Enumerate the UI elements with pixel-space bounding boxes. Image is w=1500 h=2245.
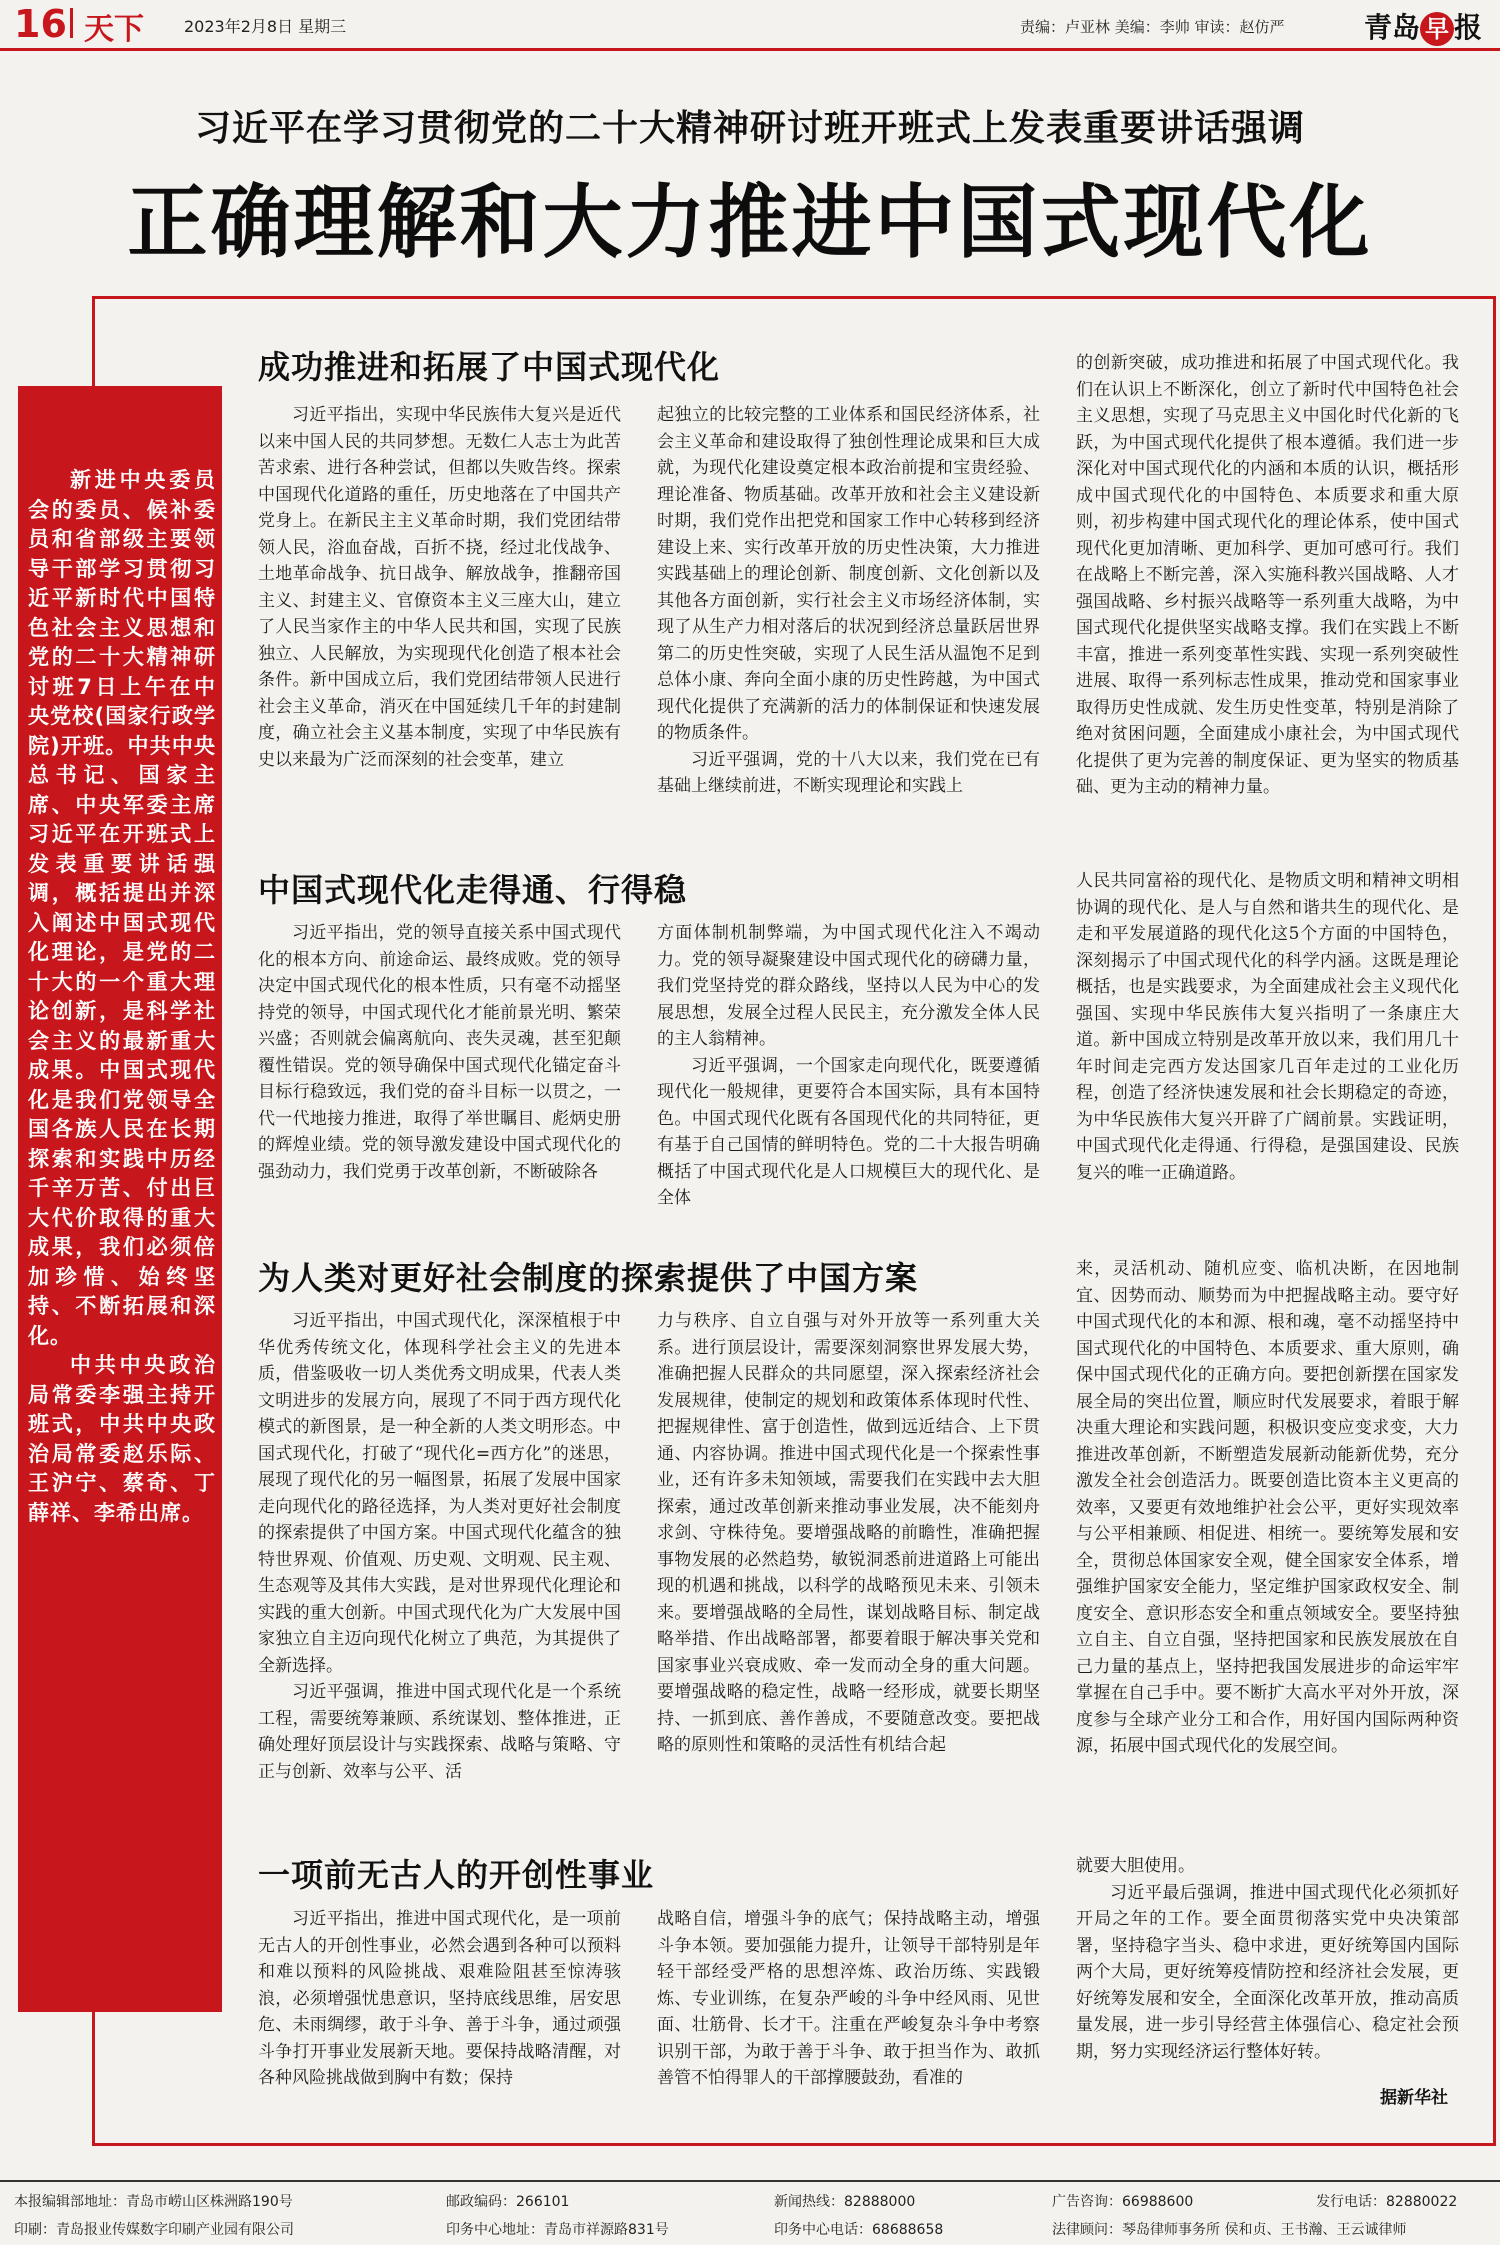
article-column <box>657 1308 1040 1806</box>
article-column <box>258 920 621 1210</box>
issue-date: 2023年2月8日 星期三 <box>184 17 347 36</box>
byline: 据新华社 <box>1380 2088 1448 2108</box>
article-column <box>258 402 621 820</box>
article-column <box>258 1308 621 1806</box>
news-hotline: 新闻热线：82888000 <box>774 2194 916 2210</box>
paper-logo <box>1364 6 1482 46</box>
lead-paragraph: 新进中央委员会的委员、候补委员和省部级主要领导干部学习贯彻习近平新时代中国特色社会主义思想和党的二十大精神研讨班7日上午在中央党校(国家行政学院)开班。中共中央总书记、国家主席、中央军委主席习近平在开班式上发表重要讲话强调，概括提出并深入阐述中国式现代化理论，是党的二十大的一个重大理论创新，是科学社会主义的最新重大成果。中国式现代化是我们党领导全国各族人民在长期探索和实践中历经千辛万苦、付出巨大代价取得的重大成果，我们必须倍加珍惜、始终坚持、不断拓展和深化。 <box>28 468 216 1348</box>
article-paragraph: 来，灵活机动、随机应变、临机决断，在因地制宜、因势而动、顺势而为中把握战略主动。要守好中国式现代化的本和源、根和魂，毫不动摇坚持中国式现代化的中国特色、本质要求、重大原则，确保中国式现代化的正确方向。要把创新摆在国家发展全局的突出位置，顺应时代发展要求，着眼于解决重大理论和实践问题，积极识变应变求变，大力推进改革创新，不断塑造发展新动能新优势，充分激发全社会创造活力。既要创造比资本主义更高的效率，又要更有效地维护社会公平，更好实现效率与公平相兼顾、相促进、相统一。要统筹发展和安全，贯彻总体国家安全观，健全国家安全体系，增强维护国家安全能力，坚定维护国家政权安全、制度安全、意识形态安全和重点领域安全。要坚持独立自主、自立自强，坚持把国家和民族发展放在自己力量的基点上，坚持把我国发展进步的命运牢牢掌握在自己手中。要不断扩大高水平对外开放，深度参与全球产业分工和合作，用好国内国际两种资源，拓展中国式现代化的发展空间。 <box>1076 1259 1459 1756</box>
section-name: 天下 <box>84 12 144 47</box>
article-column <box>657 920 1040 1210</box>
editorial-address: 本报编辑部地址：青岛市崂山区株洲路190号 <box>14 2194 293 2210</box>
article-column <box>258 1906 621 2118</box>
article-column <box>1076 1256 1459 1806</box>
postal-code: 邮政编码：266101 <box>446 2194 570 2210</box>
paper-logo-mark: 早 <box>1420 12 1454 46</box>
section-heading: 中国式现代化走得通、行得稳 <box>258 871 688 909</box>
paper-logo-right: 报 <box>1454 11 1483 44</box>
article-paragraph: 就要大胆使用。 <box>1076 1856 1195 1876</box>
print-center-phone: 印务中心电话：68688658 <box>774 2222 944 2238</box>
lead-paragraph: 中共中央政治局常委李强主持开班式，中共中央政治局常委赵乐际、王沪宁、蔡奇、丁薛祥、李希出席。 <box>28 1353 216 1525</box>
article-paragraph: 习近平强调，推进中国式现代化是一个系统工程，需要统筹兼顾、系统谋划、整体推进，正确处理好顶层设计与实践探索、战略与策略、守正与创新、效率与公平、活 <box>258 1682 621 1782</box>
section-heading: 为人类对更好社会制度的探索提供了中国方案 <box>258 1259 919 1297</box>
article-column <box>1076 1853 1459 2078</box>
article-paragraph: 人民共同富裕的现代化、是物质文明和精神文明相协调的现代化、是人与自然和谐共生的现代化、是走和平发展道路的现代化这5个方面的中国特色，深刻揭示了中国式现代化的科学内涵。这既是理论概括，也是实践要求，为全面建成社会主义现代化强国、实现中华民族伟大复兴指明了一条康庄大道。新中国成立特别是改革开放以来，我们用几十年时间走完西方发达国家几百年走过的工业化历程，创造了经济快速发展和社会长期稳定的奇迹，为中华民族伟大复兴开辟了广阔前景。实践证明，中国式现代化走得通、行得稳，是强国建设、民族复兴的唯一正确道路。 <box>1076 871 1459 1183</box>
page-number: 16 <box>14 2 67 46</box>
article-paragraph: 习近平指出，推进中国式现代化，是一项前无古人的开创性事业，必然会遇到各种可以预料和难以预料的风险挑战、艰难险阻甚至惊涛骇浪，必须增强忧患意识，坚持底线思维，居安思危、未雨绸缪，敢于斗争、善于斗争，通过顽强斗争打开事业发展新天地。要保持战略清醒，对各种风险挑战做到胸中有数；保持 <box>258 1909 621 2088</box>
legal-advisor: 法律顾问：琴岛律师事务所 侯和贞、王书瀚、王云诚律师 <box>1052 2222 1407 2238</box>
headline: 正确理解和大力推进中国式现代化 <box>127 175 1373 269</box>
article-paragraph: 方面体制机制弊端，为中国式现代化注入不竭动力。党的领导凝聚建设中国式现代化的磅礴力量，我们党坚持党的群众路线，坚持以人民为中心的发展思想，发展全过程人民民主，充分激发全体人民的主人翁精神。 <box>657 923 1040 1049</box>
article-paragraph: 习近平最后强调，推进中国式现代化必须抓好开局之年的工作。要全面贯彻落实党中央决策部署，坚持稳字当头、稳中求进，更好统筹国内国际两个大局，更好统筹疫情防控和经济社会发展，更好统筹发展和安全，全面深化改革开放，推动高质量发展，进一步引导经营主体强信心、稳定社会预期，努力实现经济运行整体好转。 <box>1076 1882 1459 2062</box>
article-paragraph: 战略自信，增强斗争的底气；保持战略主动，增强斗争本领。要加强能力提升，让领导干部特别是年轻干部经受严格的思想淬炼、政治历练、实践锻炼、专业训练，在复杂严峻的斗争中经风雨、见世面、壮筋骨、长才干。注重在严峻复杂斗争中考察识别干部，为敢于善于斗争、敢于担当作为、敢抓善管不怕得罪人的干部撑腰鼓劲，看准的 <box>657 1909 1040 2088</box>
paper-logo-left: 青岛 <box>1364 11 1421 44</box>
article-paragraph: 习近平指出，党的领导直接关系中国式现代化的根本方向、前途命运、最终成败。党的领导决定中国式现代化的根本性质，只有毫不动摇坚持党的领导，中国式现代化才能前景光明、繁荣兴盛；否则就会偏离航向、丧失灵魂，甚至犯颠覆性错误。党的领导确保中国式现代化锚定奋斗目标行稳致远，我们党的奋斗目标一以贯之，一代一代地接力推进，取得了举世瞩目、彪炳史册的辉煌业绩。党的领导激发建设中国式现代化的强劲动力，我们党勇于改革创新，不断破除各 <box>258 923 621 1182</box>
article-paragraph: 习近平强调，党的十八大以来，我们党在已有基础上继续前进，不断实现理论和实践上 <box>657 749 1040 796</box>
article-column <box>657 402 1040 820</box>
printer: 印刷：青岛报业传媒数字印刷产业园有限公司 <box>14 2222 294 2238</box>
section-heading: 一项前无古人的开创性事业 <box>258 1856 655 1894</box>
article-paragraph: 习近平强调，一个国家走向现代化，既要遵循现代化一般规律，更要符合本国实际，具有本国特色。中国式现代化既有各国现代化的共同特征，更有基于自己国情的鲜明特色。党的二十大报告明确概括了中国式现代化是人口规模巨大的现代化、是全体 <box>657 1055 1040 1208</box>
page-header <box>0 0 1500 51</box>
article-paragraph: 习近平指出，中国式现代化，深深植根于中华优秀传统文化，体现科学社会主义的先进本质，借鉴吸收一切人类优秀文明成果，代表人类文明进步的发展方向，展现了不同于西方现代化模式的新图景，是一种全新的人类文明形态。中国式现代化，打破了“现代化=西方化”的迷思，展现了现代化的另一幅图景，拓展了发展中国家走向现代化的路径选择，为人类对更好社会制度的探索提供了中国方案。中国式现代化蕴含的独特世界观、价值观、历史观、文明观、民主观、生态观等及其伟大实践，是对世界现代化理论和实践的重大创新。中国式现代化为广大发展中国家独立自主迈向现代化树立了典范，为其提供了全新选择。 <box>258 1311 621 1676</box>
section-heading: 成功推进和拓展了中国式现代化 <box>258 348 721 386</box>
article-column <box>657 1906 1040 2118</box>
article-column <box>1076 350 1459 820</box>
print-center-address: 印务中心地址：青岛市祥源路831号 <box>446 2222 669 2238</box>
editor-credits: 责编：卢亚林 美编：李帅 审读：赵仿严 <box>1020 18 1285 36</box>
article-paragraph: 力与秩序、自立自强与对外开放等一系列重大关系。进行顶层设计，需要深刻洞察世界发展大势，准确把握人民群众的共同愿望，深入探索经济社会发展规律，使制定的规划和政策体系体现时代性、把握规律性、富于创造性，做到远近结合、上下贯通、内容协调。推进中国式现代化是一个探索性事业，还有许多未知领域，需要我们在实践中去大胆探索，通过改革创新来推动事业发展，决不能刻舟求剑、守株待兔。要增强战略的前瞻性，准确把握事物发展的必然趋势，敏锐洞悉前进道路上可能出现的机遇和挑战，以科学的战略预见未来、引领未来。要增强战略的全局性，谋划战略目标、制定战略举措、作出战略部署，都要着眼于解决事关党和国家事业兴衰成败、牵一发而动全身的重大问题。要增强战略的稳定性，战略一经形成，就要长期坚持、一抓到底、善作善成，不要随意改变。要把战略的原则性和策略的灵活性有机结合起 <box>657 1311 1040 1755</box>
article-paragraph: 的创新突破，成功推进和拓展了中国式现代化。我们在认识上不断深化，创立了新时代中国特色社会主义思想，实现了马克思主义中国化时代化新的飞跃，为中国式现代化提供了根本遵循。我们进一步深化对中国式现代化的内涵和本质的认识，概括形成中国式现代化的中国特色、本质要求和重大原则，初步构建中国式现代化的理论体系，使中国式现代化更加清晰、更加科学、更加可感可行。我们在战略上不断完善，深入实施科教兴国战略、人才强国战略、乡村振兴战略等一系列重大战略，为中国式现代化提供坚实战略支撑。我们在实践上不断丰富，推进一系列变革性实践、实现一系列突破性进展、取得一系列标志性成果，推动党和国家事业取得历史性成就、发生历史性变革，特别是消除了绝对贫困问题，全面建成小康社会，为中国式现代化提供了更为完善的制度保证、更为坚实的物质基础、更为主动的精神力量。 <box>1076 353 1459 797</box>
article-paragraph: 习近平指出，实现中华民族伟大复兴是近代以来中国人民的共同梦想。无数仁人志士为此苦苦求索、进行各种尝试，但都以失败告终。探索中国现代化道路的重任，历史地落在了中国共产党身上。在新民主主义革命时期，我们党团结带领人民，浴血奋战，百折不挠，经过北伐战争、土地革命战争、抗日战争、解放战争，推翻帝国主义、封建主义、官僚资本主义三座大山，建立了人民当家作主的中华人民共和国，实现了民族独立、人民解放，为实现现代化创造了根本社会条件。新中国成立后，我们党团结带领人民进行社会主义革命，消灭在中国延续几千年的封建制度，确立社会主义基本制度，实现了中华民族有史以来最为广泛而深刻的社会变革，建立 <box>258 405 621 770</box>
ad-inquiry: 广告咨询：66988600 <box>1052 2194 1194 2210</box>
lead-box <box>18 386 222 2012</box>
subheadline: 习近平在学习贯彻党的二十大精神研讨班开班式上发表重要讲话强调 <box>194 107 1305 149</box>
article-paragraph: 起独立的比较完整的工业体系和国民经济体系，社会主义革命和建设取得了独创性理论成果和巨大成就，为现代化建设奠定根本政治前提和宝贵经验、理论准备、物质基础。改革开放和社会主义建设新时期，我们党作出把党和国家工作中心转移到经济建设上来、实行改革开放的历史性决策，大力推进实践基础上的理论创新、制度创新、文化创新以及其他各方面创新，实行社会主义市场经济体制，实现了从生产力相对落后的状况到经济总量跃居世界第二的历史性突破，实现了人民生活从温饱不足到总体小康、奔向全面小康的历史性跨越，为中国式现代化提供了充满新的活力的体制保证和快速发展的物质条件。 <box>657 405 1040 743</box>
header-divider <box>70 8 73 38</box>
page-footer <box>0 2180 1500 2245</box>
article-column <box>1076 868 1459 1210</box>
distribution-phone: 发行电话：82880022 <box>1316 2194 1458 2210</box>
